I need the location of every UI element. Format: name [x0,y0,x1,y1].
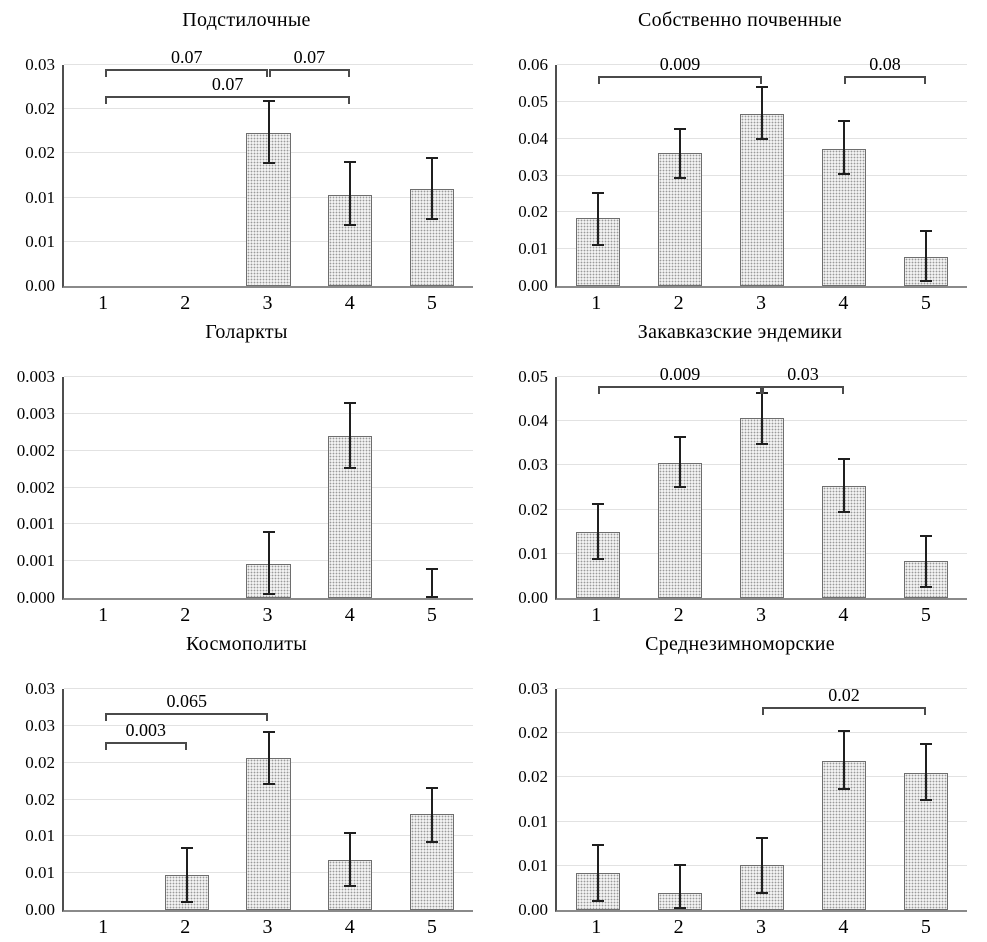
error-bar-cap-bottom [263,593,275,595]
error-bar-cap-bottom [920,799,932,801]
error-bar-cap-bottom [838,788,850,790]
x-tick-label: 4 [344,292,355,314]
error-bar-cap-top [426,787,438,789]
error-bar-cap-top [756,837,768,839]
x-tick-label: 1 [591,916,602,938]
error-bar [431,158,433,219]
y-tick-label: 0.00 [518,900,548,919]
error-bar-cap-top [592,844,604,846]
x-tick-label: 2 [673,292,684,314]
error-bar-cap-top [920,743,932,745]
y-tick-label: 0.003 [16,367,55,386]
gridline [64,688,473,689]
error-bar [597,845,599,901]
y-tick-label: 0.01 [518,811,548,831]
p-value-label: 0.009 [659,54,701,75]
y-tick-label: 0.05 [518,91,548,111]
x-tick-label: 4 [344,604,355,626]
error-bar-cap-bottom [181,901,193,903]
y-tick-label: 0.03 [518,165,548,185]
significance-bracket [844,54,926,84]
y-tick-label: 0.01 [518,239,548,259]
y-tick-label: 0.01 [518,855,548,875]
x-tick-label: 3 [756,916,767,938]
error-bar-cap-top [674,128,686,130]
error-bar-cap-bottom [920,280,932,282]
error-bar-cap-bottom [838,511,850,513]
y-tick-label: 0.00 [25,276,55,295]
y-tick-label: 0.03 [518,455,548,475]
y-axis-labels [493,55,555,295]
gridline [557,732,967,733]
x-tick-label: 5 [920,292,931,314]
y-tick-label: 0.04 [518,128,548,148]
p-value-label: 0.08 [869,54,901,75]
error-bar-cap-bottom [756,443,768,445]
x-tick-label: 2 [180,292,191,314]
chart-body [0,679,493,939]
p-value-label: 0.02 [828,684,860,705]
x-tick-label: 5 [426,292,437,314]
y-axis-labels [0,679,62,919]
y-tick-label: 0.00 [25,900,55,919]
x-tick-label: 3 [262,604,273,626]
error-bar-cap-top [592,503,604,505]
error-bar-cap-top [674,436,686,438]
y-tick-label: 0.05 [518,367,548,386]
x-tick-label: 4 [838,916,849,938]
p-value-label: 0.07 [170,47,203,68]
plot-column [62,47,473,315]
error-bar-cap-top [344,402,356,404]
error-bar-cap-top [920,535,932,537]
significance-bracket [598,54,762,84]
x-axis-labels [62,912,473,939]
plot-column [62,689,473,939]
x-tick-label: 1 [591,292,602,314]
chart-body [493,363,987,627]
x-tick-label: 3 [756,292,767,314]
y-tick-label: 0.01 [25,187,55,207]
x-tick-label: 5 [426,604,437,626]
chart-panel-zakavkazskie-endemiki [493,312,987,624]
y-tick-label: 0.002 [16,440,55,460]
x-axis-labels [62,288,473,315]
significance-bracket [762,684,926,715]
error-bar-cap-bottom [426,218,438,220]
error-bar-cap-bottom [756,892,768,894]
chart-title: Подстилочные [182,9,311,31]
error-bar-cap-top [344,832,356,834]
gridline [64,450,473,451]
y-tick-label: 0.02 [25,99,55,119]
plot-column [62,377,473,627]
error-bar [679,437,681,487]
x-tick-label: 2 [180,604,191,626]
chart-body [0,47,493,315]
gridline [64,376,473,377]
x-axis-labels [555,288,967,315]
error-bar-cap-bottom [263,162,275,164]
y-tick-label: 0.01 [25,231,55,251]
significance-bracket [105,720,187,750]
error-bar [843,731,845,788]
significance-bracket [598,363,762,394]
error-bar [761,393,763,444]
y-tick-label: 0.02 [25,143,55,163]
error-bar-cap-top [838,120,850,122]
chart-body [493,679,987,939]
error-bar-cap-top [920,230,932,232]
error-bar-cap-top [838,458,850,460]
error-bar-cap-bottom [920,586,932,588]
x-tick-label: 2 [180,916,191,938]
error-bar-cap-bottom [344,224,356,226]
y-tick-label: 0.03 [25,715,55,735]
error-bar-cap-top [838,730,850,732]
x-tick-label: 5 [920,916,931,938]
y-tick-label: 0.02 [518,499,548,519]
plot-area [555,363,967,600]
y-tick-label: 0.00 [518,276,548,295]
y-tick-label: 0.02 [25,752,55,772]
error-bar-cap-bottom [263,783,275,785]
error-bar-cap-top [592,192,604,194]
x-axis-labels [62,600,473,627]
chart-panel-sobstvenno-pochvennye [493,0,987,312]
x-tick-label: 1 [98,604,109,626]
y-tick-label: 0.02 [518,202,548,222]
plot-area [62,689,473,912]
error-bar [268,732,270,784]
error-bar [843,121,845,174]
x-axis-labels [555,912,967,939]
p-value-label: 0.009 [659,363,701,384]
error-bar-cap-bottom [426,596,438,598]
p-value-label: 0.003 [125,720,167,741]
y-axis-labels [0,55,62,295]
x-tick-label: 1 [98,292,109,314]
error-bar-cap-top [344,161,356,163]
p-value-label: 0.03 [787,363,819,384]
plot-area [62,47,473,288]
error-bar [431,788,433,843]
error-bar [679,865,681,908]
x-tick-label: 3 [756,604,767,626]
significance-bracket [762,363,844,394]
error-bar-cap-bottom [674,486,686,488]
y-tick-label: 0.00 [518,588,548,607]
error-bar-cap-top [426,157,438,159]
plot-area [555,684,967,912]
error-bar [679,129,681,178]
plot-column [555,684,967,939]
error-bar-cap-top [756,86,768,88]
p-value-label: 0.07 [211,73,244,94]
x-axis-labels [555,600,967,627]
y-tick-label: 0.03 [25,679,55,698]
bar-category-3 [740,114,784,286]
x-tick-label: 4 [838,604,849,626]
error-bar [431,569,433,597]
y-axis-labels [0,367,62,607]
error-bar-cap-bottom [592,900,604,902]
error-bar-cap-top [263,531,275,533]
chart-title: Закавказские эндемики [637,321,843,343]
x-tick-label: 5 [920,604,931,626]
plot-column [555,363,967,627]
y-tick-label: 0.003 [16,403,55,423]
y-tick-label: 0.000 [16,588,55,607]
chart-body [493,54,987,315]
y-tick-label: 0.001 [16,551,55,571]
error-bar [843,459,845,512]
y-tick-label: 0.02 [518,767,548,787]
error-bar-cap-top [426,568,438,570]
error-bar [349,403,351,469]
chart-title: Космополиты [186,633,307,655]
error-bar-cap-top [263,731,275,733]
error-bar [925,744,927,801]
p-value-label: 0.07 [293,47,326,68]
x-tick-label: 1 [591,604,602,626]
y-tick-label: 0.01 [25,826,55,846]
x-tick-label: 3 [262,916,273,938]
x-tick-label: 4 [344,916,355,938]
y-tick-label: 0.03 [518,679,548,698]
error-bar [925,231,927,281]
y-tick-label: 0.02 [518,723,548,743]
plot-area [62,377,473,600]
p-value-label: 0.065 [166,691,207,712]
y-axis-labels [493,367,555,607]
error-bar [761,838,763,894]
chart-panel-podstilochnye [0,0,493,312]
error-bar-cap-bottom [838,173,850,175]
chart-title: Среднезимноморские [645,633,835,655]
error-bar [597,193,599,245]
error-bar-cap-bottom [674,907,686,909]
gridline [64,413,473,414]
error-bar-cap-bottom [756,138,768,140]
y-tick-label: 0.04 [518,411,548,431]
error-bar-cap-top [181,847,193,849]
error-bar-cap-bottom [592,244,604,246]
chart-panel-kosmopolity [0,624,493,937]
plot-column [555,54,967,315]
chart-panel-golarkty [0,312,493,624]
error-bar [349,833,351,885]
error-bar [268,101,270,163]
gridline [64,523,473,524]
error-bar [268,532,270,594]
x-tick-label: 2 [673,916,684,938]
error-bar [186,848,188,902]
error-bar-cap-top [674,864,686,866]
y-tick-label: 0.03 [25,55,55,74]
chart-body [0,367,493,627]
error-bar [761,87,763,138]
y-tick-label: 0.002 [16,477,55,497]
y-tick-label: 0.001 [16,514,55,534]
chart-panel-srednezimnomorskie [493,624,987,937]
error-bar [925,536,927,587]
x-tick-label: 1 [98,916,109,938]
x-tick-label: 4 [838,292,849,314]
y-tick-label: 0.01 [25,863,55,883]
significance-bracket [105,73,350,104]
x-tick-label: 3 [262,292,273,314]
y-tick-label: 0.06 [518,55,548,74]
y-axis-labels [493,679,555,919]
error-bar-cap-bottom [592,558,604,560]
error-bar-cap-bottom [674,177,686,179]
error-bar-cap-bottom [344,467,356,469]
error-bar [597,504,599,559]
chart-title: Собственно почвенные [638,9,842,31]
chart-title: Голаркты [205,321,288,343]
x-tick-label: 2 [673,604,684,626]
y-tick-label: 0.02 [25,789,55,809]
error-bar-cap-bottom [426,841,438,843]
x-tick-label: 5 [426,916,437,938]
plot-area [555,54,967,288]
gridline [64,487,473,488]
error-bar [349,162,351,225]
y-tick-label: 0.01 [518,543,548,563]
error-bar-cap-bottom [344,885,356,887]
